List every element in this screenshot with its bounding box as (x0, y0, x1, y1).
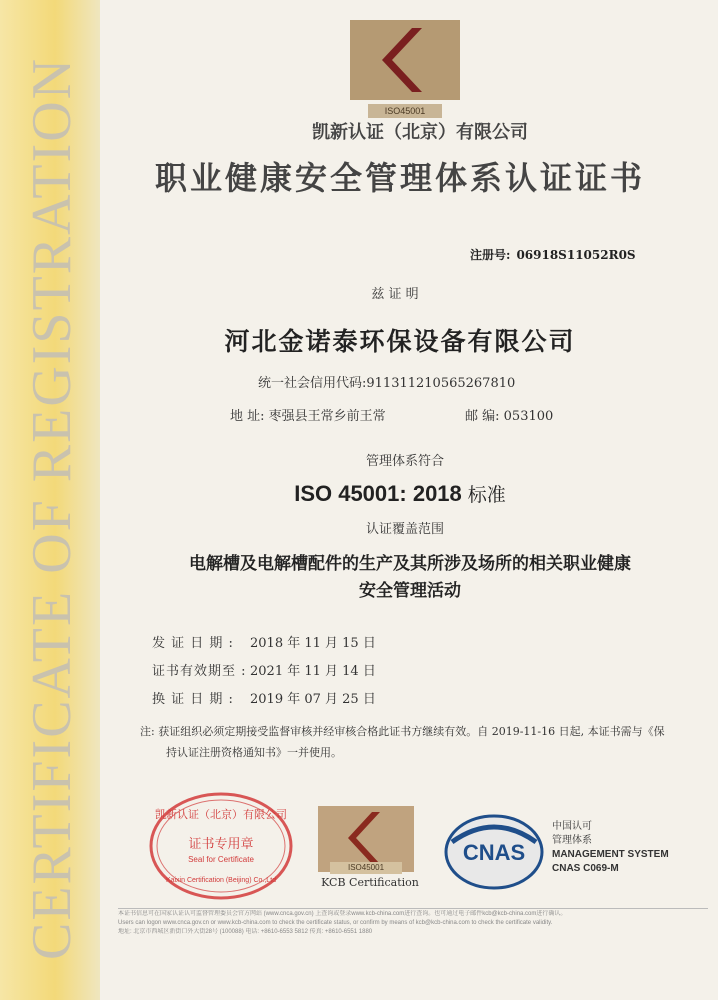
standard-suffix: 标准 (467, 484, 506, 506)
renewal-date-row (152, 688, 376, 707)
chevron-mark-icon (350, 20, 460, 100)
postal-value: 053100 (503, 409, 554, 424)
kcb-label: KCB Certification (321, 876, 419, 889)
seal-bottom-text: Kaixin Certification (Beijing) Co.,Ltd (165, 877, 277, 884)
postal-label: 邮 编: (465, 409, 500, 424)
standard (220, 480, 580, 507)
cnas-logo-text: CNAS (462, 840, 526, 865)
sidebar-banner (0, 0, 100, 1000)
date-value: 2021 年 11 月 14 日 (250, 664, 376, 679)
credit-code (258, 372, 515, 391)
scope-label: 认证覆盖范围 (365, 522, 444, 537)
postal-code (465, 405, 553, 424)
cnas-logo-icon (444, 812, 544, 892)
certificate-holder: 河北金诺泰环保设备有限公司 (224, 327, 576, 356)
credit-code-value: 911311210565267810 (366, 376, 516, 391)
kcb-iso-tag: ISO45001 (330, 862, 402, 874)
certificate-title: 职业健康安全管理体系认证证书 (154, 159, 645, 197)
address-label: 地 址: (230, 409, 265, 424)
cnas-en-1: MANAGEMENT SYSTEM (552, 849, 669, 860)
note-line-1: 注: 获证组织必须定期接受监督审核并经审核合格此证书方继续有效。自 2019-11-16 日起, 本证书需与《保 (140, 725, 665, 738)
kcb-logo-icon (350, 20, 460, 116)
address (230, 405, 386, 424)
issuer-name: 凯新认证（北京）有限公司 (312, 122, 528, 143)
standard-name: ISO 45001: 2018 (294, 481, 462, 506)
official-seal-icon (148, 790, 294, 902)
seal-top-text: 凯新认证（北京）有限公司 (155, 808, 287, 821)
date-value: 2019 年 07 月 25 日 (250, 692, 376, 707)
registration-number (470, 246, 710, 263)
cnas-cn-1: 中国认可 (552, 821, 592, 832)
seal-en-text: Seal for Certificate (188, 855, 254, 864)
kcb-mark-icon (318, 806, 414, 872)
footer-line-1: 本证书信息可在国家认证认可监督管理委员会官方网站 (www.cnca.gov.cn) 上查询或登录www.kcb-china.com进行查询。也可通过电子邮件kcb@kcb-china.com进行确认。 (118, 911, 567, 917)
expiry-date-row (152, 660, 376, 679)
certify-text: 兹 证 明 (371, 287, 419, 302)
date-label: 发 证 日 期 : (152, 636, 234, 651)
issue-date-row (152, 632, 376, 651)
scope-line-1: 电解槽及电解槽配件的生产及其所涉及场所的相关职业健康 (189, 554, 631, 574)
date-value: 2018 年 11 月 15 日 (250, 636, 376, 651)
cnas-cn-2: 管理体系 (552, 835, 592, 846)
footer-line-2: Users can logon www.cnca.gov.cn or www.kcb-china.com to check the certificate status, or confirm by means of kcb@kcb-china.com to check the certificate validity. (118, 920, 553, 926)
sidebar-vertical-text: CERTIFICATE OF REGISTRATION (21, 56, 83, 960)
scope-line-2: 安全管理活动 (359, 581, 461, 601)
footer-notes (118, 910, 708, 937)
date-label: 换 证 日 期 : (152, 692, 234, 707)
address-value: 枣强县王常乡前王常 (268, 409, 386, 424)
cnas-en-2: CNAS C069-M (552, 863, 619, 874)
conform-text: 管理体系符合 (365, 454, 444, 469)
footer-divider (118, 908, 708, 909)
seal-center-text: 证书专用章 (188, 837, 254, 852)
registration-value: 06918S11052R0S (516, 248, 636, 262)
footer-line-3: 地址: 北京市西城区新街口外大街28号 (100088) 电话: +8610-6553 5812 传真: +8610-6551 1880 (118, 929, 373, 935)
credit-code-label: 统一社会信用代码: (258, 376, 367, 391)
registration-label: 注册号: (470, 248, 511, 262)
note-line-2: 持认证注册资格通知书》一并使用。 (166, 746, 342, 759)
cnas-accreditation (552, 820, 669, 876)
date-label: 证书有效期至 : (152, 664, 247, 679)
logo-iso-tag: ISO45001 (368, 104, 442, 118)
